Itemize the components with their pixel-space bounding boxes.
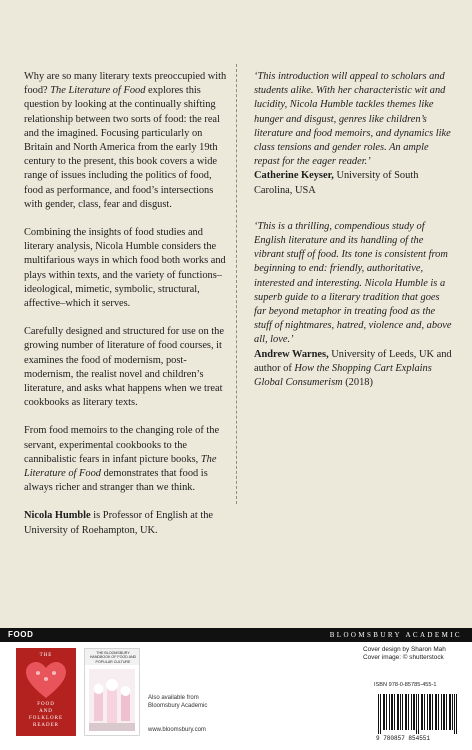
book-title: The Literature of Food bbox=[50, 85, 146, 97]
review-1 bbox=[254, 70, 454, 198]
related-book-handbook-food-popular-culture bbox=[84, 648, 140, 736]
bottom-strip bbox=[0, 642, 472, 750]
isbn-text: ISBN 978-0-85785-455-1 bbox=[374, 682, 437, 688]
cover-design-credit: Cover design by Sharon Mah bbox=[363, 646, 446, 653]
publisher-name: BLOOMSBURY ACADEMIC bbox=[329, 631, 462, 639]
book-title: The Literature of Food bbox=[24, 453, 217, 480]
blurb-paragraph-1: Why are so many literary texts preoccupied with food? The Literature of Food explores this question by looking at the continually shifting relationship between two sorts of food: the real and the imagined. Focusing particularly on Britain and North America from the early 19th century to the present, this book covers a wide range of issues including the politics of food, food as performance, and food’s intersections with gender, class, fear and disgust. bbox=[24, 71, 227, 210]
blurb-column bbox=[24, 70, 232, 552]
cover-credits bbox=[363, 646, 458, 662]
subject-band bbox=[0, 628, 472, 642]
review-quote: ‘This is a thrilling, compendious study of English literature and its handling of the vibrant stuff of food. Its tone is consistent from beginning to end: friendly, authoritative, interested and interesting. Nicola Humble is a superb guide to a literary tradition that goes far beyond metaphor in treating food as the stuff of nightmares, hatred, violence and, above all, love.’ bbox=[254, 220, 452, 346]
review-attribution: Andrew Warnes, University of Leeds, UK and author of How the Shopping Cart Explains Global Consumerism (2018) bbox=[254, 348, 452, 389]
cover-image-credit: Cover image: © shutterstock bbox=[363, 654, 444, 661]
author-name: Nicola Humble bbox=[24, 510, 91, 522]
barcode-image bbox=[374, 692, 462, 742]
blurb-paragraph-4: From food memoirs to the changing role of the servant, experimental cookbooks to the cannibalistic fears in infant picture books, The Literature of Food demonstrates that food is always richer and stranger than we think. bbox=[24, 425, 220, 494]
related-book-food-folklore-reader: THE FOOD AND FOLKLORE READER bbox=[16, 648, 76, 736]
barcode-digits: 9 780857 854551 bbox=[376, 735, 431, 742]
author-bio: Nicola Humble is Professor of English at the University of Roehampton, UK. bbox=[24, 510, 214, 536]
reviews-column bbox=[254, 70, 454, 412]
milkshake-image bbox=[89, 669, 135, 731]
review-2 bbox=[254, 220, 454, 390]
blurb-paragraph-3: Carefully designed and structured for use on the growing number of literature of food courses, it examines the food of modernism, post-modernism, the realist novel and children’s literature, and asks what happens when we treat cookbooks as literary texts. bbox=[24, 326, 224, 409]
column-divider bbox=[236, 64, 237, 504]
heart-icon bbox=[26, 662, 66, 700]
blurb-paragraph-2: Combining the insights of food studies and literary analysis, Nicola Humble considers the multifarious ways in which food both works and plays within texts, and the variety of functions–ideological, mimetic, symbolic, structural, affective–which it serves. bbox=[24, 227, 226, 310]
subject-label: FOOD bbox=[8, 630, 34, 639]
also-available-label: Also available from Bloomsbury Academic bbox=[148, 695, 208, 709]
review-quote: ‘This introduction will appeal to scholars and students alike. With her characteristic wit and lucidity, Nicola Humble tackles themes like hunger and disgust, genres like children’s literature and food memoirs, and dynamics like class tensions and gender roles. An ample repast for the eager reader.’ bbox=[254, 71, 451, 168]
related-book-title: THE BLOOMSBURY HANDBOOK OF FOOD AND POPULAR CULTURE bbox=[89, 651, 137, 664]
review-attribution: Catherine Keyser, University of South Carolina, USA bbox=[254, 170, 419, 196]
website-link[interactable]: www.bloomsbury.com bbox=[148, 727, 206, 733]
